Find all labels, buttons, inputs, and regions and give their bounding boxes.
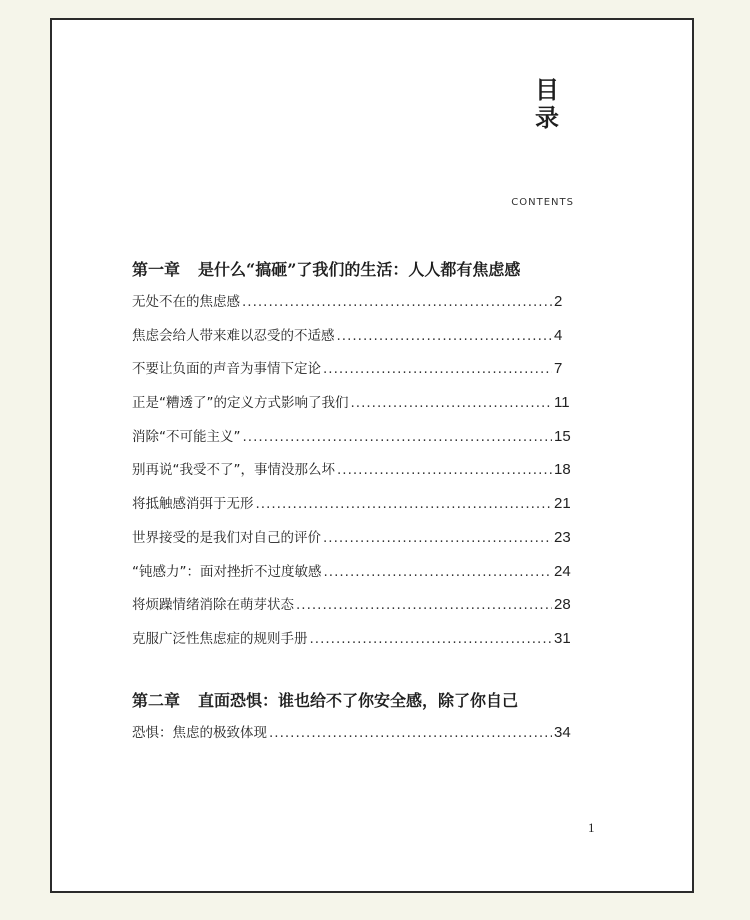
leader-dots — [310, 623, 553, 657]
toc-entry[interactable] — [132, 386, 572, 420]
chapter-heading — [132, 686, 572, 716]
toc-entry-page: 18 — [554, 461, 571, 479]
toc-entry-page: 11 — [554, 394, 570, 412]
chapter-heading — [132, 255, 572, 285]
toc-entry-label: 焦虑会给人带来难以忍受的不适感 — [132, 327, 335, 344]
toc-entry-page: 15 — [554, 427, 571, 445]
leader-dots — [323, 353, 552, 387]
toc-entry-label: 将抵触感消弭于无形 — [132, 496, 254, 513]
toc-entry-page: 4 — [554, 326, 563, 344]
leader-dots — [351, 387, 553, 421]
toc-entry[interactable] — [132, 487, 572, 521]
chapter-number: 第一章 — [132, 260, 181, 279]
toc-title — [532, 76, 562, 132]
toc-entry-page: 21 — [554, 495, 571, 513]
toc-entry-label: 不要让负面的声音为事情下定论 — [132, 361, 321, 378]
toc-entry[interactable] — [132, 319, 572, 353]
toc-entry-page: 2 — [554, 293, 563, 310]
toc-entry-label: “钝感力”：面对挫折不过度敏感 — [132, 563, 322, 580]
leader-dots — [269, 717, 552, 751]
toc-entry-page: 28 — [554, 596, 571, 614]
chapter-title: 直面恐惧：谁也给不了你安全感，除了你自己 — [198, 690, 519, 710]
leader-dots — [243, 421, 553, 455]
toc-entry[interactable] — [132, 352, 572, 386]
contents-label: CONTENTS — [511, 197, 574, 208]
toc-entry-label: 将烦躁情绪消除在萌芽状态 — [132, 597, 294, 614]
toc-entry-page: 7 — [554, 360, 563, 378]
toc-entry-label: 世界接受的是我们对自己的评价 — [132, 529, 321, 546]
toc-entry[interactable] — [132, 453, 572, 487]
toc-entry[interactable] — [132, 716, 572, 750]
toc-entry[interactable] — [132, 588, 572, 622]
leader-dots — [296, 589, 552, 623]
leader-dots — [242, 286, 552, 320]
toc-entry-page: 23 — [554, 528, 571, 546]
toc-entry-label: 克服广泛性焦虑症的规则手册 — [132, 630, 308, 647]
leader-dots — [337, 454, 552, 488]
toc-entry[interactable] — [132, 285, 572, 319]
leader-dots — [323, 522, 552, 556]
toc-entry[interactable] — [132, 555, 572, 589]
toc-entry-page: 24 — [554, 562, 571, 580]
toc-entry[interactable] — [132, 622, 572, 656]
chapter-number: 第二章 — [132, 690, 181, 710]
toc-entry-label: 正是“糟透了”的定义方式影响了我们 — [132, 395, 349, 412]
leader-dots — [324, 556, 553, 590]
book-page — [50, 18, 694, 893]
toc-entry-label: 恐惧：焦虑的极致体现 — [132, 724, 267, 741]
toc-title-char: 录 — [535, 104, 559, 132]
table-of-contents — [132, 255, 572, 749]
toc-entry-page: 31 — [554, 629, 571, 647]
page-number: 1 — [588, 820, 595, 835]
toc-entry-page: 34 — [554, 723, 571, 741]
chapter-spacer — [132, 656, 572, 686]
toc-entry-label: 别再说“我受不了”，事情没那么坏 — [132, 462, 335, 479]
toc-entry[interactable] — [132, 420, 572, 454]
toc-entry-label: 无处不在的焦虑感 — [132, 294, 240, 310]
toc-title-char: 目 — [535, 76, 559, 104]
leader-dots — [337, 320, 553, 354]
leader-dots — [256, 488, 553, 522]
toc-entry-label: 消除“不可能主义” — [132, 428, 241, 445]
toc-entry[interactable] — [132, 521, 572, 555]
chapter-title: 是什么“搞砸”了我们的生活：人人都有焦虑感 — [198, 260, 521, 279]
